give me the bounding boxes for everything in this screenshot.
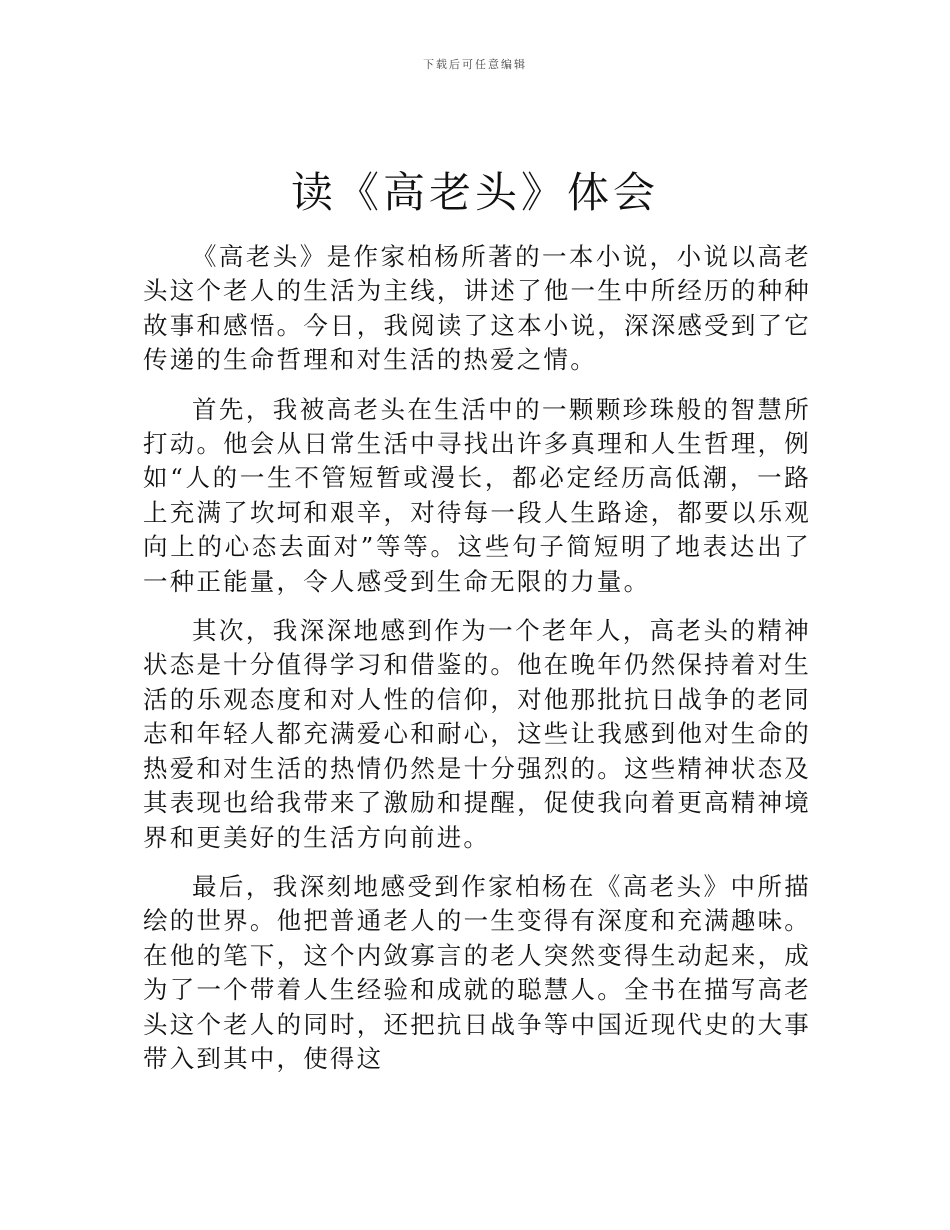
document-title: 读《高老头》体会 [290,168,659,217]
paragraph-4: 最后，我深刻地感受到作家柏杨在《高老头》中所描绘的世界。他把普通老人的一生变得有深度和充满趣味。在他的笔下，这个内敛寡言的老人突然变得生动起来，成为了一个带着人生经验和成就的聪慧人。全书在描写高老头这个老人的同时，还把抗日战争等中国近现代史的大事带入到其中，使得这 [143,871,811,1073]
document-body [143,240,811,1091]
page-header-note: 下载后可任意编辑 [423,58,527,71]
paragraph-3: 其次，我深深地感到作为一个老年人，高老头的精神状态是十分值得学习和借鉴的。他在晚年仍然保持着对生活的乐观态度和对人性的信仰，对他那批抗日战争的老同志和年轻人都充满爱心和耐心，这些让我感到他对生命的热爱和对生活的热情仍然是十分强烈的。这些精神状态及其表现也给我带来了激励和提醒，促使我向着更高精神境界和更美好的生活方向前进。 [143,616,811,852]
paragraph-1: 《高老头》是作家柏杨所著的一本小说，小说以高老头这个老人的生活为主线，讲述了他一生中所经历的种种故事和感悟。今日，我阅读了这本小说，深深感受到了它传递的生命哲理和对生活的热爱之情。 [143,242,811,375]
paragraph-2: 首先，我被高老头在生活中的一颗颗珍珠般的智慧所打动。他会从日常生活中寻找出许多真理和人生哲理，例如“人的一生不管短暂或漫长，都必定经历高低潮，一路上充满了坎坷和艰辛，对待每一段人生路途，都要以乐观向上的心态去面对”等等。这些句子简短明了地表达出了一种正能量，令人感受到生命无限的力量。 [143,394,811,596]
